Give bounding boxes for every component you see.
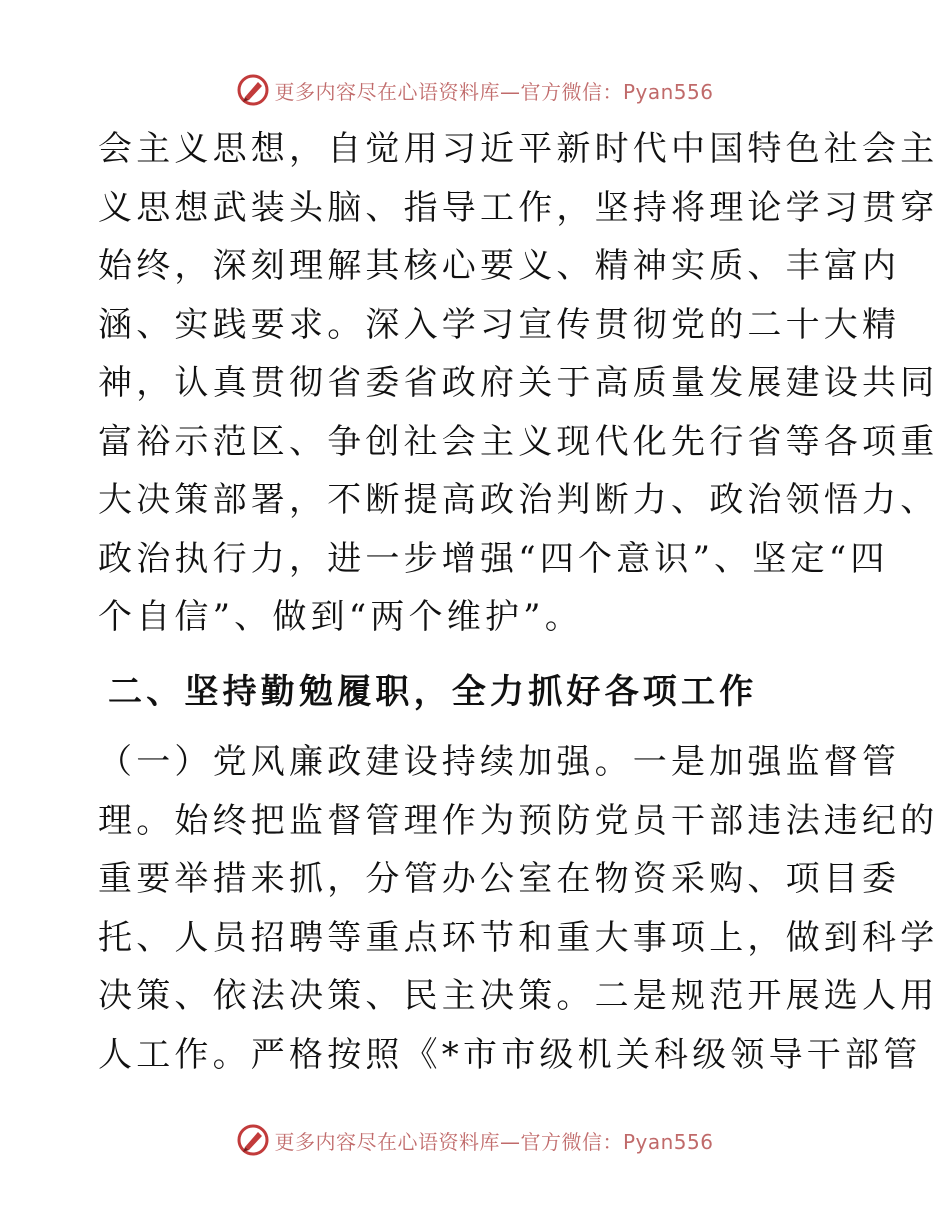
text-line: （一）党风廉政建设持续加强。一是加强监督管 [98, 742, 901, 782]
text-line: 富裕示范区、争创社会主义现代化先行省等各项重 [98, 421, 939, 462]
pen-logo-icon [236, 73, 270, 107]
text-line: 涵、实践要求。深入学习宣传贯彻党的二十大精 [98, 304, 901, 345]
text-line: 托、人员招聘等重点环节和重大事项上，做到科学 [98, 917, 939, 958]
text-line: 大决策部署，不断提高政治判断力、政治领悟力、 [98, 480, 939, 520]
text-line: 个自信”、做到“两个维护”。 [98, 597, 583, 637]
header-watermark-text: 更多内容尽在心语资料库—官方微信：Pyan556 [274, 79, 714, 104]
paragraph-2 [98, 733, 939, 1084]
text-line: 理。始终把监督管理作为预防党员干部违法违纪的 [98, 800, 939, 841]
text-line: 义思想武装头脑、指导工作，坚持将理论学习贯穿 [98, 187, 939, 228]
pen-logo-icon [236, 1123, 270, 1157]
text-line: 政治执行力，进一步增强“四个意识”、坚定“四 [98, 538, 889, 579]
document-body [98, 120, 939, 1084]
text-line: 神，认真贯彻省委省政府关于高质量发展建设共同 [98, 363, 939, 403]
text-line: 决策、依法决策、民主决策。二是规范开展选人用 [98, 976, 939, 1016]
text-line: 会主义思想，自觉用习近平新时代中国特色社会主 [98, 129, 939, 169]
footer-watermark [0, 1120, 950, 1160]
header-watermark [0, 70, 950, 110]
text-line: 始终，深刻理解其核心要义、精神实质、丰富内 [98, 246, 901, 286]
paragraph-1 [98, 120, 939, 647]
footer-watermark-text: 更多内容尽在心语资料库—官方微信：Pyan556 [274, 1129, 714, 1154]
section-heading: 二、坚持勤勉履职，全力抓好各项工作 [108, 671, 758, 712]
text-line: 人工作。严格按照《*市市级机关科级领导干部管 [98, 1034, 922, 1075]
text-line: 重要举措来抓，分管办公室在物资采购、项目委 [98, 859, 901, 899]
